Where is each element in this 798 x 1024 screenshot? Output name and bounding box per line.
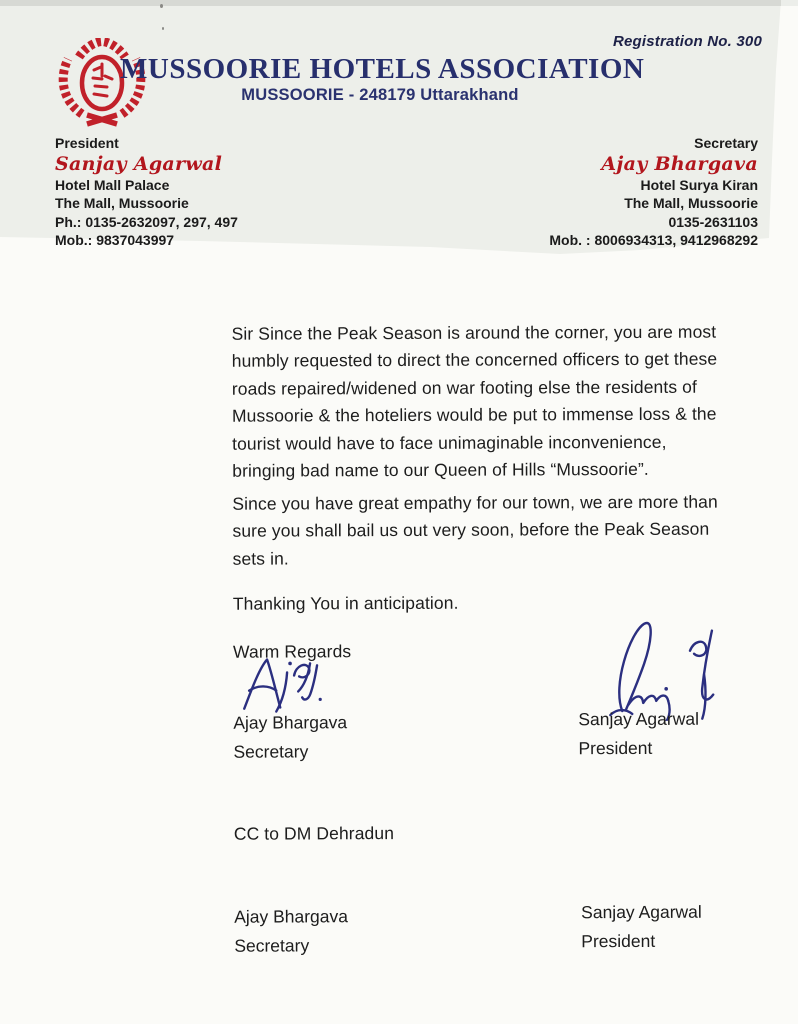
org-subtitle: MUSSOORIE - 248179 Uttarakhand	[241, 86, 519, 104]
secretary-mobile: Mob. : 8006934313, 9412968292	[549, 232, 758, 248]
footer-left-title: Secretary	[234, 935, 310, 956]
org-name: MUSSOORIE HOTELS ASSOCIATION	[120, 53, 645, 85]
scan-speck	[162, 27, 164, 30]
president-role-label: President	[55, 135, 119, 151]
footer-right-name: Sanjay Agarwal	[581, 901, 702, 923]
president-contact-block	[55, 134, 238, 250]
signature-left-title: Secretary	[233, 741, 309, 762]
signature-right-title: President	[578, 737, 653, 759]
secretary-address: The Mall, Mussoorie	[624, 195, 758, 211]
cc-line: CC to DM Dehradun	[233, 823, 395, 844]
president-name: Sanjay Agarwal	[55, 152, 223, 175]
footer-right-title: President	[581, 930, 656, 952]
secretary-role-label: Secretary	[694, 135, 758, 151]
scan-speck	[160, 4, 163, 8]
secretary-phone: 0135-2631103	[668, 213, 758, 230]
president-phone: Ph.: 0135-2632097, 297, 497	[55, 213, 238, 230]
president-mobile: Mob.: 9837043997	[55, 232, 175, 248]
signature-left-name: Ajay Bhargava	[233, 712, 348, 733]
registration-number: Registration No. 300	[612, 33, 762, 50]
footer-left-name: Ajay Bhargava	[234, 906, 349, 927]
secretary-hotel: Hotel Surya Kiran	[640, 176, 758, 193]
signature-right-name: Sanjay Agarwal	[578, 708, 699, 730]
president-hotel: Hotel Mall Palace	[55, 176, 170, 193]
letter-thanks-line: Thanking You in anticipation.	[232, 592, 459, 614]
signature-ajay-bhargava	[236, 652, 338, 714]
secretary-name: Ajay Bhargava	[601, 152, 758, 175]
secretary-contact-block	[549, 134, 758, 250]
letter-paragraph-1: Sir Since the Peak Season is around the corner, you are most humbly requested to direct the concerned officers to get these roads repaired/widened on war footing else the residents of Mussoorie & the hoteliers would be put to immense loss & the tourist would have to face unimaginable inconvenience, bringing bad name to our Queen of Hills “Mussoorie”.	[231, 321, 718, 481]
letter-paragraph-2: Since you have great empathy for our town, we are more than sure you shall bail us out very soon, before the Peak Season sets in.	[232, 491, 718, 569]
letter-closing-line: Warm Regards	[232, 641, 352, 662]
president-address: The Mall, Mussoorie	[55, 195, 189, 211]
